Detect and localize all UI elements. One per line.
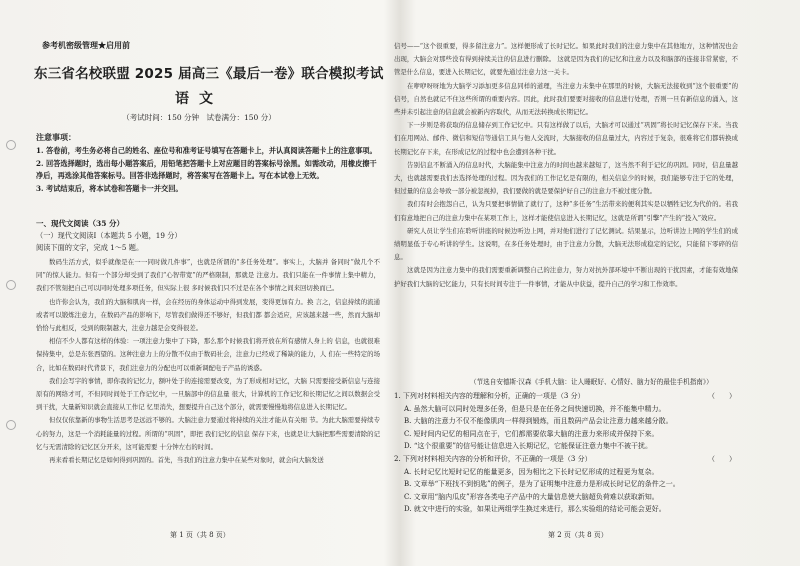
passage-paragraph: 下一步则是将获取的信息储存到工作记忆中。只有这样做了以后，大脑才可以通过“巩固”将长时记忆保存下来。当我们在用网站、邮件、微信和短信等通信工具与他人交流时，大脑接收的信息量过大，内容过于复杂，很难将它们都转换成长期记忆存下来，在形成记忆的过程中也会遭到各种干扰。 bbox=[394, 121, 738, 156]
notice-item: 3. 考试结束后，将本试卷和答题卡一并交回。 bbox=[36, 184, 183, 193]
passage-paragraph: 在咿咿呀呀地为大脑学习添加更多信息同样的道理，当注意力未集中在那里的时候，大脑无法接收到“这个很重要”的信号，自然也就记不住这些所谓的重要内容。因此，此时我们要要对接收的信息进行处理，否则一旦有新信息的涌入，这些并未引起注意的信息就会被新内容取代，从而无法转换成长期记忆。 bbox=[394, 81, 738, 117]
question-stem: 1. 下列对材料相关内容的理解和分析，正确的一项是（3 分） bbox=[394, 392, 585, 400]
page-footer-left: 第 1 页（共 8 页） bbox=[170, 531, 230, 539]
secret-level-label: 参考机密级管理★启用前 bbox=[42, 40, 130, 50]
passage-paragraph: 我们有时会抱怨自己，认为只要把事情做了就行了，这种“多任务”生活带来的便利其实是以牺牲记忆为代价的。若我们有意地把自己的注意力集中在某项工作上，这样才能使信息进入长期记忆，这就是所谓“引擎”产生的“投入”效应。 bbox=[394, 200, 738, 222]
notice-item: 2. 回答选择题时，选出每小题答案后，用铅笔把答题卡上对应题目的答案标号涂黑。如需改动，用橡皮擦干净后，再选涂其他答案标号。回答非选择题时，将答案写在答题卡上。写在本试卷上无效。 bbox=[36, 159, 377, 180]
left-page bbox=[0, 0, 398, 566]
question-stem: 2. 下列对材料相关内容的分析和评价，不正确的一项是（3 分） bbox=[394, 455, 592, 463]
passage-paragraph: 我们会写字的事情，即你我的记忆力，额叶处于的连接需要改变，为了形成相对记忆，大脑 只需要接受新信息与连接原有的网络才可，不但同时间处于工作记忆中，一旦脑部中的信息量 很大，计算机的工作记忆和长期记忆之间以数据会受到干扰，大量新知识就会直接从工作记 忆里消失，想要提升自己这个部分，就需要慢慢地将信息进入长期记忆。 bbox=[36, 376, 380, 412]
passage-paragraph: 相信不少人都有这样的体验：一项注意力集中了下降，那么那个时候我们将开放在所有感情人身上的 信息，也就很难保持集中，总是东张西望的。这种注意力上的分散不仅由于数码社会，注意力已经成了稀缺的能力，人 们在一些特定的场合，比如在数码时代背景下，我们注意力的分配也可以重新调配电子产品的诱惑。 bbox=[36, 337, 380, 372]
option-d: D. “这个很重要”的信号能让信息进入长期记忆，它能保证注意力集中不被干扰。 bbox=[404, 442, 652, 451]
question-2 bbox=[394, 453, 740, 516]
reading-passage-right bbox=[394, 40, 738, 291]
subject-title: 语文 bbox=[175, 91, 223, 107]
option-b: B. 大脑的注意力不仅不能像肌肉一样得到锻炼，而且数码产品会让注意力越来越分散。 bbox=[404, 417, 673, 426]
option-a: A. 虽然大脑可以同时处理多任务，但是只是在任务之间快速切换，并不能集中精力。 bbox=[404, 404, 666, 413]
reading-instruction: 阅读下面的文字，完成 1～5 题。 bbox=[36, 243, 144, 252]
passage-paragraph: 研究人员让学生们在聆听讲座的时候边听边上网，并对他们进行了记忆测试。结果显示，边听讲边上网的学生们的成绩明显低于专心听讲的学生。这说明，在多任务处理时，由于注意力分散，大脑无法形成稳定的记忆，只能留下零碎的信息。 bbox=[394, 226, 738, 262]
option-c: C. 短时间内记忆的相同点在于，它们都需要依靠大脑的注意力来形成并保持下来。 bbox=[404, 429, 659, 438]
question-1 bbox=[394, 390, 740, 453]
page-footer-right: 第 2 页（共 8 页） bbox=[548, 531, 608, 539]
passage-paragraph: 信号——“这个很重要，得多留注意力”。这样便形成了长时记忆。如果此时我们的注意力集中在其他地方，这种情况也会出现，大脑会对那些没有得到持续关注的信息进行删除。 这就是因为我们的记忆和注意力以及和脑部的连接非常紧密，不管是什么信息，要进入长期记忆，就要先通过注意力这一关卡。 bbox=[394, 42, 738, 77]
answer-paren: （ ） bbox=[708, 392, 736, 400]
passage-paragraph: 这就是因为注意力集中的我们需要重新调整自己的注意力，努力对抗外部环境中不断出现的干扰因素，才能有效地保护好我们大脑的记忆能力，只有长时间专注于一件事情，才能从中获益，提升自己的学习和工作效率。 bbox=[394, 266, 738, 288]
notice-item: 1. 答卷前，考生务必将自己的姓名、座位号和准考证号填写在答题卡上，并认真阅读答题卡上的注意事项。 bbox=[36, 146, 377, 155]
passage-source: （节选自安德斯·汉森《手机大脑：让人睡眠好、心情好、脑力好的最佳手机指南》） bbox=[470, 378, 713, 386]
passage-paragraph: 也许你会认为，我们的大脑和肌肉一样，会在经历的身体运动中得到发展，变得更加有力。换 言之，信息持续的流通或者可以锻炼注意力，在数码产品的影响下，尽管我们做得还不够好，但我们都 都会适应，应该越来越一些，然而大脑却恰恰与此相反，受到的限制越大，注意力越是会变得很差。 bbox=[36, 297, 380, 333]
subsection-heading: （一）现代文阅读Ⅰ（本题共 5 小题，19 分） bbox=[36, 231, 182, 240]
passage-paragraph: 数码生活方式，似乎就像是在一一同时做几件事”，也就是所谓的“多任务处理”。事实上，大脑并 备同时“做几个不同”的惊人能力。但有一个部分却受到了我们“心智带宽”的严格限制，那就是 注意力。我们只能在一件事情上集中精力，我们不管刻把自己可以同时处理多项任务，但实际上很 多时候我们只不过是在各个事情之间来回切换而已。 bbox=[36, 258, 380, 293]
option-a: A. 长时记忆比短时记忆的能量更多，因为相比之下长时记忆形成的过程更为复杂。 bbox=[404, 467, 659, 476]
reading-passage-left bbox=[36, 256, 380, 467]
passage-paragraph: 再来看看长期记忆是如何得到巩固的。首先，当我们的注意力集中在某些对象时，就会向大脑发送 bbox=[49, 456, 324, 465]
option-b: B. 文章举“下班找不到钥匙”的例子，是为了证明集中注意力是形成长时记忆的条件之一。 bbox=[404, 480, 680, 489]
notice-list bbox=[36, 145, 378, 196]
option-d: D. 就文中进行的实验，如果让两组学生换过来进行，那么实验组的结论可能会更好。 bbox=[404, 505, 666, 514]
exam-title: 东三省名校联盟 2025 届高三《最后一卷》联合模拟考试 bbox=[34, 66, 384, 82]
passage-paragraph: 但仅仅依靠新的事物生活思考是远远不够的。大脑注意力要通过将持续的关注才能从有关细 节。为此大脑需要持续专心的努力，这是一个消耗能量的过程。所谓的“巩固”，即把 我们记忆的信息 保存下来，也就是让大脑把那些需要清除的记忆与无需清除的记忆区分开来，这可能需要 十分钟左右的时间。 bbox=[36, 416, 380, 451]
option-c: C. 文章用“脑内瓜皮”形容各类电子产品中的大量信息使大脑超负荷难以获取新知。 bbox=[404, 492, 659, 501]
exam-info: （考试时间：150 分钟 试卷满分：150 分） bbox=[122, 113, 276, 122]
answer-paren: （ ） bbox=[708, 455, 736, 463]
notice-heading: 注意事项： bbox=[36, 132, 76, 142]
passage-paragraph: 告别信息不断涌入的信息时代，大脑能集中注意力的时间也越来越短了，这当然不利于记忆的巩固。同时，信息量越大，也就越需要我们去选择处理的过程。因为我们的工作记忆是有限的，相关信息少的时候，我们能够专注于它的处理，但过量的信息会导致一部分被忽视掉，我们要做的就是要保护好自己的注意力不被过度分散。 bbox=[394, 160, 738, 196]
section-heading: 一、现代文阅读（35 分） bbox=[36, 219, 125, 228]
